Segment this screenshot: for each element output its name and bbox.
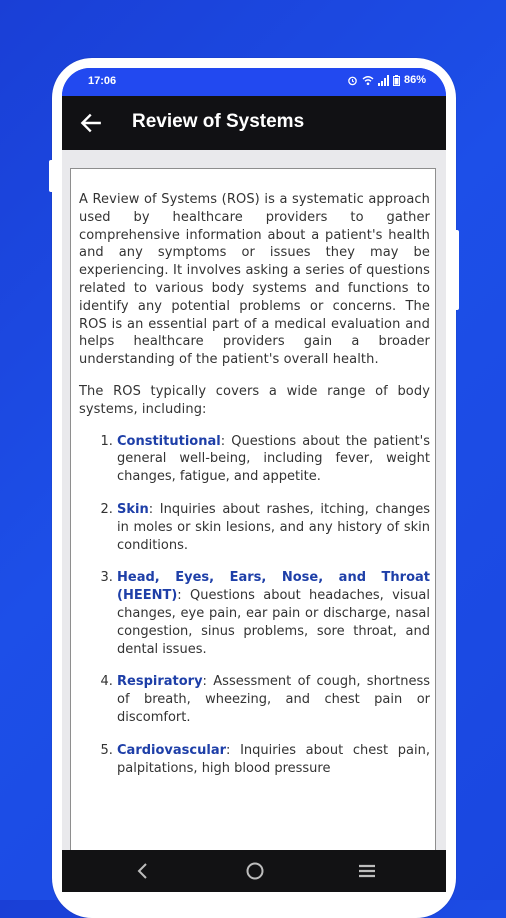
- home-nav-icon[interactable]: [242, 858, 268, 884]
- list-item: [117, 673, 430, 726]
- phone-screen: [62, 68, 446, 892]
- arrow-back-icon[interactable]: [78, 110, 104, 136]
- alarm-icon: [347, 75, 358, 86]
- battery-percent: 86%: [403, 74, 426, 86]
- lead-paragraph: The ROS typically covers a wide range of body systems, including:: [79, 383, 430, 417]
- back-nav-icon[interactable]: [130, 858, 156, 884]
- intro-paragraph: A Review of Systems (ROS) is a systematic approach used by healthcare providers to gather comprehensive information about a patient's health and any symptoms or issues they may be experiencing. It involves asking a series of questions related to various body systems and functions to identify any potential problems or concerns. The ROS is an essential part of a medical evaluation and helps healthcare providers gain a broader understanding of the patient's overall health.: [79, 192, 430, 368]
- systems-list: [79, 433, 430, 778]
- volume-button: [49, 160, 54, 192]
- item-text: : Assessment of cough, shortness of breath, wheezing, and chest pain or discomfort.: [117, 674, 430, 725]
- list-item: [117, 569, 430, 658]
- list-item: [117, 433, 430, 486]
- recents-nav-icon[interactable]: [354, 858, 380, 884]
- item-text: : Inquiries about rashes, itching, changes in moles or skin lesions, and any history of skin conditions.: [117, 501, 430, 553]
- item-text: : Questions about the patient's general well-being, including fever, weight changes, fatigue, and appetite.: [117, 433, 430, 485]
- page-title: Review of Systems: [132, 111, 305, 132]
- term-link[interactable]: Cardiovascular: [117, 742, 227, 758]
- power-button: [454, 230, 459, 310]
- item-text: : Questions about headaches, visual changes, eye pain, ear pain or discharge, nasal congestion, sinus problems, sore throat, and dental issues.: [117, 588, 430, 657]
- status-icons: [347, 74, 426, 86]
- signal-icon: [378, 75, 389, 86]
- status-time: 17:06: [88, 75, 117, 87]
- status-bar: [62, 68, 446, 96]
- content-area[interactable]: [62, 150, 446, 850]
- term-link[interactable]: Respiratory: [117, 674, 203, 690]
- app-bar: [62, 96, 446, 150]
- wifi-icon: [362, 75, 374, 86]
- navigation-bar: [62, 850, 446, 892]
- term-link[interactable]: Skin: [117, 501, 149, 517]
- list-item: [117, 742, 430, 778]
- item-text: : Inquiries about chest pain, palpitations, high blood pressure: [117, 742, 430, 776]
- article-card: [70, 168, 436, 868]
- battery-icon: [393, 75, 400, 86]
- term-link[interactable]: Constitutional: [117, 433, 221, 449]
- list-item: [117, 501, 430, 554]
- term-link[interactable]: Head, Eyes, Ears, Nose, and Throat (HEENT): [117, 570, 430, 604]
